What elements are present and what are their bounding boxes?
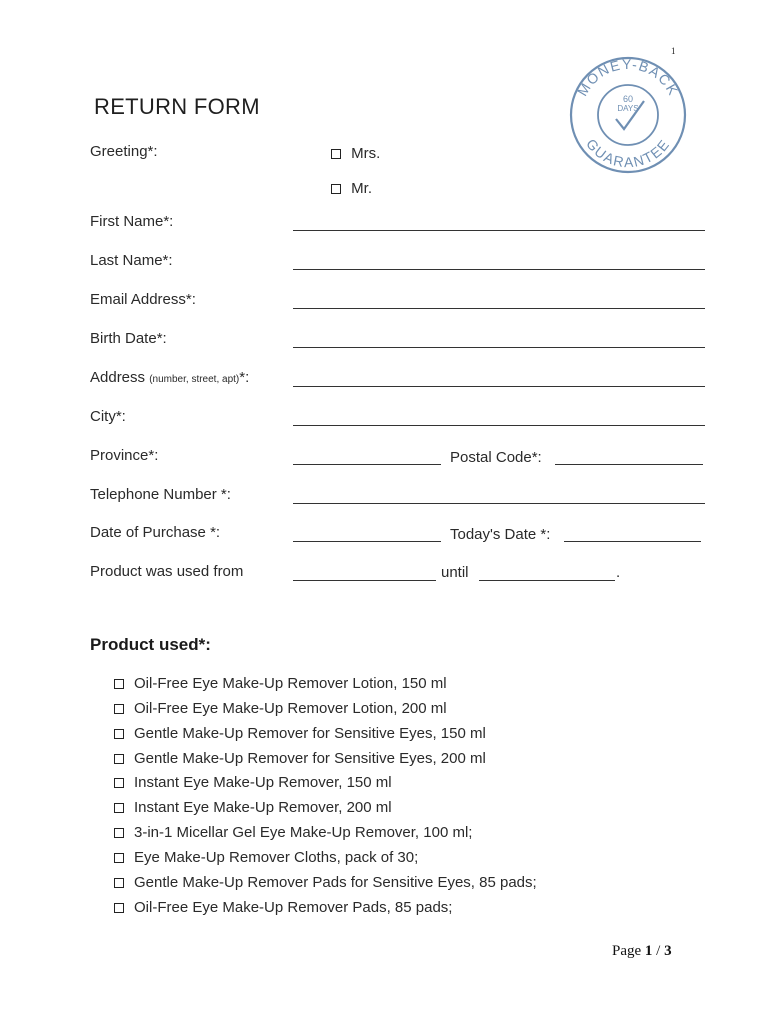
product-label: Oil-Free Eye Make-Up Remover Pads, 85 pads;	[134, 899, 453, 916]
stamp-days-label: DAYS	[617, 104, 639, 113]
province-label: Province*:	[90, 447, 159, 464]
page-title: RETURN FORM	[94, 94, 260, 119]
stamp-arc-bottom-text: GUARANTEE	[583, 135, 673, 171]
product-item[interactable]	[114, 899, 452, 916]
telephone-field[interactable]	[293, 503, 705, 504]
product-label: Gentle Make-Up Remover for Sensitive Eyes, 200 ml	[134, 750, 486, 767]
telephone-label: Telephone Number *:	[90, 486, 231, 503]
page-total: 3	[664, 943, 672, 959]
first-name-field[interactable]	[293, 230, 705, 231]
last-name-label: Last Name*:	[90, 252, 173, 269]
page-label: Page	[612, 943, 642, 959]
province-field[interactable]	[293, 464, 441, 465]
used-from-field[interactable]	[293, 580, 436, 581]
product-label: Instant Eye Make-Up Remover, 150 ml	[134, 774, 392, 791]
product-item[interactable]	[114, 849, 418, 866]
address-label-suffix: *:	[239, 369, 250, 386]
sentence-end: .	[616, 564, 621, 581]
product-label: 3-in-1 Micellar Gel Eye Make-Up Remover, 100 ml;	[134, 824, 473, 841]
product-label: Gentle Make-Up Remover for Sensitive Eyes, 150 ml	[134, 725, 486, 742]
checkbox-icon[interactable]	[114, 679, 124, 689]
page-current: 1	[644, 943, 653, 959]
money-back-guarantee-stamp	[568, 55, 688, 175]
email-field[interactable]	[293, 308, 705, 309]
city-label: City*:	[90, 408, 126, 425]
birth-date-label: Birth Date*:	[90, 330, 167, 347]
stamp-days-number: 60	[622, 94, 634, 104]
product-item[interactable]	[114, 774, 392, 791]
footnote-mark: 1	[671, 46, 676, 56]
product-item[interactable]	[114, 824, 472, 841]
stamp-arc-top-text: MONEY-BACK	[573, 55, 683, 99]
postal-code-label: Postal Code*:	[450, 449, 542, 466]
checkbox-icon[interactable]	[114, 754, 124, 764]
todays-date-field[interactable]	[564, 541, 701, 542]
first-name-label: First Name*:	[90, 213, 174, 230]
checkbox-icon[interactable]	[114, 778, 124, 788]
checkbox-icon[interactable]	[114, 704, 124, 714]
greeting-option-mrs[interactable]	[331, 145, 380, 162]
products-heading: Product used*:	[90, 635, 211, 654]
checkbox-icon[interactable]	[114, 828, 124, 838]
greeting-label: Greeting*:	[90, 143, 158, 160]
email-label: Email Address*:	[90, 291, 196, 308]
date-of-purchase-field[interactable]	[293, 541, 441, 542]
checkbox-icon[interactable]	[114, 729, 124, 739]
greeting-option-label: Mrs.	[351, 145, 381, 162]
product-item[interactable]	[114, 750, 486, 767]
used-from-label: Product was used from	[90, 563, 244, 580]
greeting-option-mr[interactable]	[331, 180, 372, 197]
product-label: Instant Eye Make-Up Remover, 200 ml	[134, 799, 392, 816]
greeting-option-label: Mr.	[351, 180, 373, 197]
product-item[interactable]	[114, 725, 486, 742]
page-number	[612, 943, 672, 960]
address-label-main: Address	[90, 369, 146, 386]
product-item[interactable]	[114, 799, 392, 816]
product-label: Gentle Make-Up Remover Pads for Sensitive Eyes, 85 pads;	[134, 874, 537, 891]
until-label: until	[441, 564, 469, 581]
address-hint: (number, street, apt)	[149, 374, 240, 385]
page-separator: /	[656, 943, 661, 959]
svg-text:GUARANTEE	[583, 136, 673, 170]
last-name-field[interactable]	[293, 269, 705, 270]
checkbox-icon[interactable]	[114, 903, 124, 913]
checkbox-icon[interactable]	[114, 878, 124, 888]
product-item[interactable]	[114, 874, 537, 891]
address-label	[90, 369, 249, 386]
product-label: Oil-Free Eye Make-Up Remover Lotion, 150 ml	[134, 675, 447, 692]
product-item[interactable]	[114, 675, 447, 692]
postal-code-field[interactable]	[555, 464, 703, 465]
until-field[interactable]	[479, 580, 615, 581]
svg-text:MONEY-BACK	[574, 56, 682, 99]
checkbox-icon[interactable]	[331, 149, 341, 159]
checkbox-icon[interactable]	[114, 803, 124, 813]
checkbox-icon[interactable]	[114, 853, 124, 863]
todays-date-label: Today's Date *:	[450, 526, 551, 543]
birth-date-field[interactable]	[293, 347, 705, 348]
product-label: Oil-Free Eye Make-Up Remover Lotion, 200 ml	[134, 700, 447, 717]
product-label: Eye Make-Up Remover Cloths, pack of 30;	[134, 849, 419, 866]
product-item[interactable]	[114, 700, 447, 717]
checkbox-icon[interactable]	[331, 184, 341, 194]
address-field[interactable]	[293, 386, 705, 387]
city-field[interactable]	[293, 425, 705, 426]
date-of-purchase-label: Date of Purchase *:	[90, 524, 221, 541]
